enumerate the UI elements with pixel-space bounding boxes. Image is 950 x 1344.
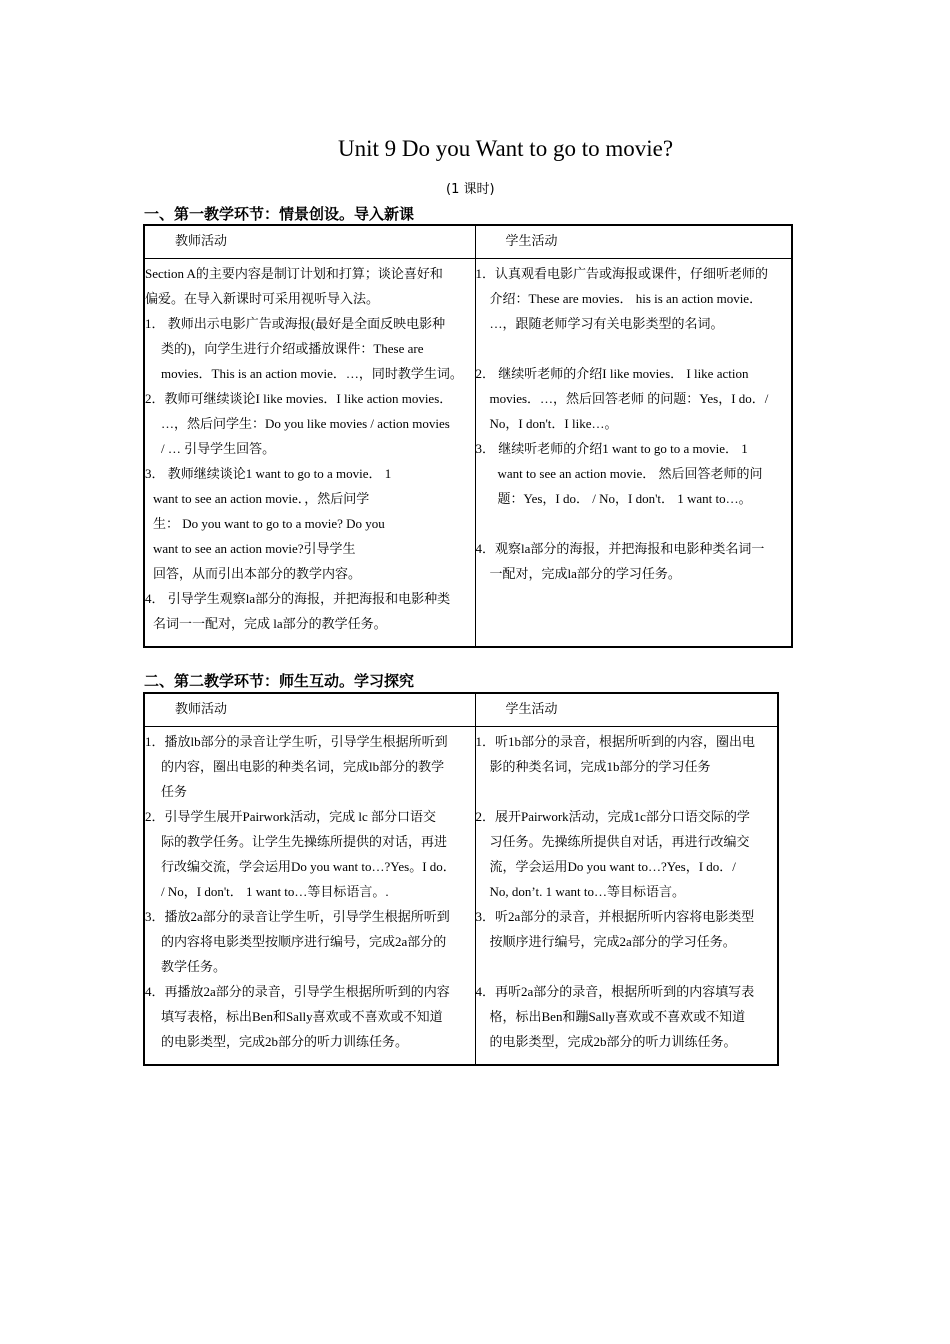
text-line: 2．展开Pairwork活动，完成1c部分口语交际的学 [475,809,750,824]
text-line: 的电影类型，完成2b部分的听力训练任务。 [161,1034,409,1049]
text-line: movies．This is an action movie．…，同时教学生词。 [161,366,463,381]
text-line: 介绍：These are movies． his is an action movie． [489,291,763,306]
page-subtitle: (1 课时) [446,182,495,197]
teacher-activity-header: 教师活动 [144,225,475,259]
text-line: 的内容，圈出电影的种类名词，完成lb部分的教学 [161,759,445,774]
text-line: 3．听2a部分的录音，并根据所听内容将电影类型 [475,909,755,924]
text-line: 类的)，向学生进行介绍或播放课件：These are [161,341,424,356]
text-line: 生： Do you want to go to a movie? Do you [153,516,385,531]
text-line: 影的种类名词，完成1b部分的学习任务 [489,759,711,774]
text-line: …，跟随老师学习有关电影类型的名词。 [489,316,724,331]
text-line: 教学任务。 [161,959,227,974]
text-line: 3．播放2a部分的录音让学生听，引导学生根据所听到 [145,909,450,924]
text-line: 际的教学任务。让学生先操练所提供的对话，再进 [161,834,448,849]
text-line: …，然后问学生：Do you like movies / action movies [161,416,450,431]
student-activity-cell [475,259,792,648]
text-line: 1．认真观看电影广告或海报或课件，仔细听老师的 [475,266,769,281]
text-line: 名词一一配对，完成 la部分的教学任务。 [153,616,387,631]
table-header-row [144,225,792,259]
section1-heading: 一、第一教学环节：情景创设。导入新课 [144,205,415,223]
text-line: 2．教师可继续谈论I like movies．I like action movies． [145,391,453,406]
text-line: movies．…，然后回答老师 的问题：Yes，I do．/ [489,391,769,406]
text-line: 2． 继续听老师的介绍I like movies． I like action [475,366,749,381]
text-line: 4．再播放2a部分的录音，引导学生根据所听到的内容 [145,984,450,999]
text-line: 3． 继续听老师的介绍1 want to go to a movie． 1 [475,441,748,456]
section2-heading: 二、第二教学环节：师生互动。学习探究 [144,672,415,690]
text-line: 的内容将电影类型按顺序进行编号，完成2a部分的 [161,934,447,949]
text-line: 偏爱。在导入新课时可采用视听导入法。 [145,291,380,306]
teacher-activity-cell [144,259,475,648]
table-row [144,259,792,648]
text-line: 1．播放lb部分的录音让学生听，引导学生根据所听到 [145,734,448,749]
student-activity-header: 学生活动 [475,225,792,259]
text-line: 按顺序进行编号，完成2a部分的学习任务。 [489,934,736,949]
text-line: 4．观察la部分的海报，并把海报和电影种类名词一 [475,541,765,556]
text-line: 题：Yes，I do． / No，I don't． 1 want to…。 [497,491,752,506]
text-line: No，I don't．I like…。 [489,416,618,431]
teacher-activity-header: 教师活动 [144,693,475,727]
section2-table [143,692,779,1066]
text-line: 格，标出Ben和蹦Sally喜欢或不喜欢或不知道 [489,1009,746,1024]
text-line: 行改编交流，学会运用Do you want to…?Yes。I do． [161,859,456,874]
text-line: / No，I don't． 1 want to…等目标语言。. [161,884,389,899]
text-line: 4．再听2a部分的录音，根据所听到的内容填写表 [475,984,755,999]
text-line: want to see an action movie?引导学生 [153,541,356,556]
table-header-row [144,693,778,727]
text-line: No, don’t. 1 want to…等目标语言。 [489,884,685,899]
page-title: Unit 9 Do you Want to go to movie? [338,136,674,161]
text-line: 填写表格，标出Ben和Sally喜欢或不喜欢或不知道 [161,1009,443,1024]
text-line: 3． 教师继续谈论1 want to go to a movie． 1 [145,466,392,481]
text-line: 一配对，完成la部分的学习任务。 [489,566,681,581]
text-line: want to see an action movie． 然后回答老师的问 [497,466,763,481]
text-line: 习任务。先操练所提供自对话，再进行改编交 [489,834,750,849]
section1-table [143,224,793,648]
table-row [144,727,778,1066]
student-activity-cell [475,727,778,1066]
text-line: Section A的主要内容是制订计划和打算；谈论喜好和 [145,266,443,281]
text-line: / … 引导学生回答。 [161,441,276,456]
text-line: 任务 [161,784,188,799]
text-line: 的电影类型，完成2b部分的听力训练任务。 [489,1034,737,1049]
text-line: 4． 引导学生观察la部分的海报，并把海报和电影种类 [145,591,451,606]
student-activity-header: 学生活动 [475,693,778,727]
text-line: 2．引导学生展开Pairwork活动，完成 lc 部分口语交 [145,809,437,824]
text-line: 1． 教师出示电影广告或海报(最好是全面反映电影种 [145,316,446,331]
text-line: 1．听1b部分的录音，根据所听到的内容，圈出电 [475,734,756,749]
teacher-activity-cell [144,727,475,1066]
text-line: 回答，从而引出本部分的教学内容。 [153,566,362,581]
text-line: want to see an action movie．，然后问学 [153,491,370,506]
text-line: 流，学会运用Do you want to…?Yes，I do．/ [489,859,736,874]
